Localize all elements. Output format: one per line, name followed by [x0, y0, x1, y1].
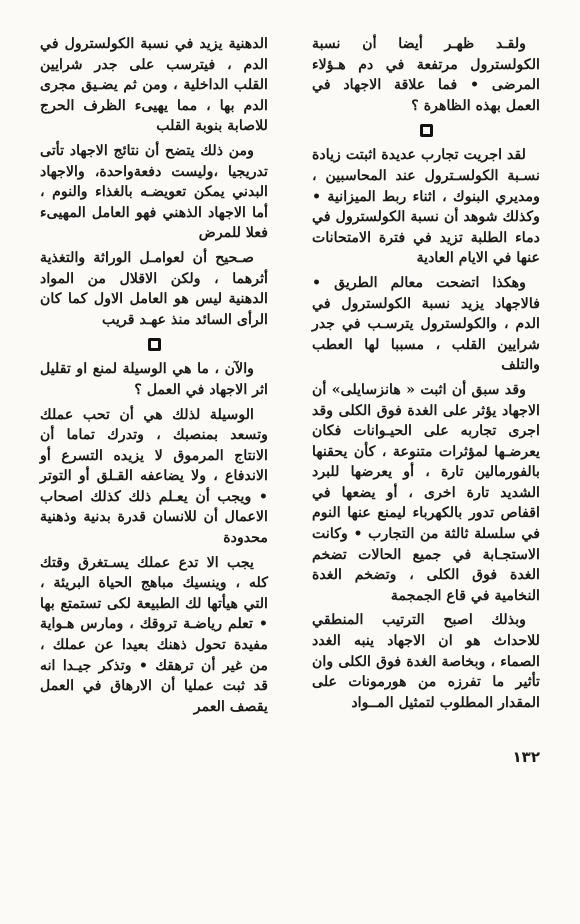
paragraph: وقد سبق أن اثبت « هانزسايلى» أن الاجهاد يؤثر على الغدة فوق الكلى وقد اجرى تجاربه على الحيـوانات فكان يعرضـها لمؤثرات متنوعة ، كأن يحقنها بالفورمالين تارة ، أو يعرضها للبرد الشديد تارة اخرى ، أو يضعها في اقفاص تدور بالكهرباء ليمنع عنها النوم في سلسلة ثالثة من التجارب • وكانت الاستجـابة في جميع الحالات تضخم الغدة فوق الكلى ، وتضخم الغدة النخامية في قاع الجمجمة — [312, 381, 540, 604]
paragraph: والآن ، ما هي الوسيلة لمنع او تقليل اثر الاجهاد في العمل ؟ — [40, 361, 268, 398]
paragraph: الوسيلة لذلك هي أن تحب عملك وتسعد بمنصبك ، وتدرك تماما أن الانتاج المرموق لا يزيده التسرع أو الاندفاع ، ولا يضاعفه القـلق أو التوتر • ويجب أن يعـلم ذلك كذلك اصحاب الاعمال أن للانسان قدرة بدنية وذهنية محدودة — [40, 406, 268, 547]
paragraph: ومن ذلك يتضح أن نتائج الاجهاد تأتى تدريجيا ،وليست دفعةواحدة، والاجهاد البدني يمكن تعويضـه بالغذاء والنوم ، أما الاجهاد الذهني فهو العامل المهيىء فعلا للمرض — [40, 142, 268, 242]
paragraph: صـحيح أن لعوامـل الوراثة والتغذية أثرهما ، ولكن الاقلال من المواد الدهنية ليس هو العامل الاول كما كان الرأى السائد منذ عهـد قريب — [40, 249, 268, 328]
paragraph: يجب الا تدع عملك يسـتغرق وقتك كله ، وينسيك مباهج الحياة البريئة ، التي هيأتها لك الطبيعة لكى تستمتع بها • تعلم رياضـة تروقك ، ومارس هـواية مفيدة تحول ذهنك بعيدا عن عملك ، من غير أن ترهقك • وتذكر جيـدا انه قد ثبت عمليا أن الارهاق في العمل يقصف العمر — [40, 554, 268, 715]
paragraph: ولقـد ظهـر أيضا أن نسبة الكولسترول مرتفعة في دم هـؤلاء المرضى • فما علاقة الاجهاد في العمل بهذه الظاهرة ؟ — [312, 36, 540, 114]
left-column — [40, 34, 268, 721]
page-number: ١٣٢ — [512, 748, 540, 766]
paragraph: الدهنية يزيد في نسبة الكولسترول في الدم ، فيترسب على جدر شرايين القلب الداخلية ، ومن ثم يضـيق مجرى الدم بها ، مما يهيىء الظرف الحرج للاصابة بنوبة القلب — [40, 36, 268, 135]
section-divider-icon — [420, 124, 433, 137]
right-column — [312, 34, 540, 717]
paragraph: وبذلك اصبح الترتيب المنطقي للاحداث هو ان الاجهاد ينبه الغدد الصماء ، وبخاصة الغدة فوق الكلى وان تأثير ما تفرزه من هورمونات على المقدار المطلوب لتمثيل المــواد — [312, 612, 540, 711]
section-divider-icon — [148, 338, 161, 351]
paragraph: لقد اجريت تجارب عديدة اثبتت زيادة نسـبة الكولسـترول عند المحاسبين ، ومديري البنوك ، اثناء ربط الميزانية • وكذلك شوهد أن نسبة الكولسترول في دماء الطلبة تزيد في فترة الامتحانات عنها في الايام العادية — [312, 147, 540, 267]
paragraph: وهكذا اتضحت معالم الطريق • فالاجهاد يزيد نسبة الكولسترول في الدم ، والكولسترول يترسـب في جدر شرايين القلب ، مسببا لها العطب والتلف — [312, 274, 540, 374]
